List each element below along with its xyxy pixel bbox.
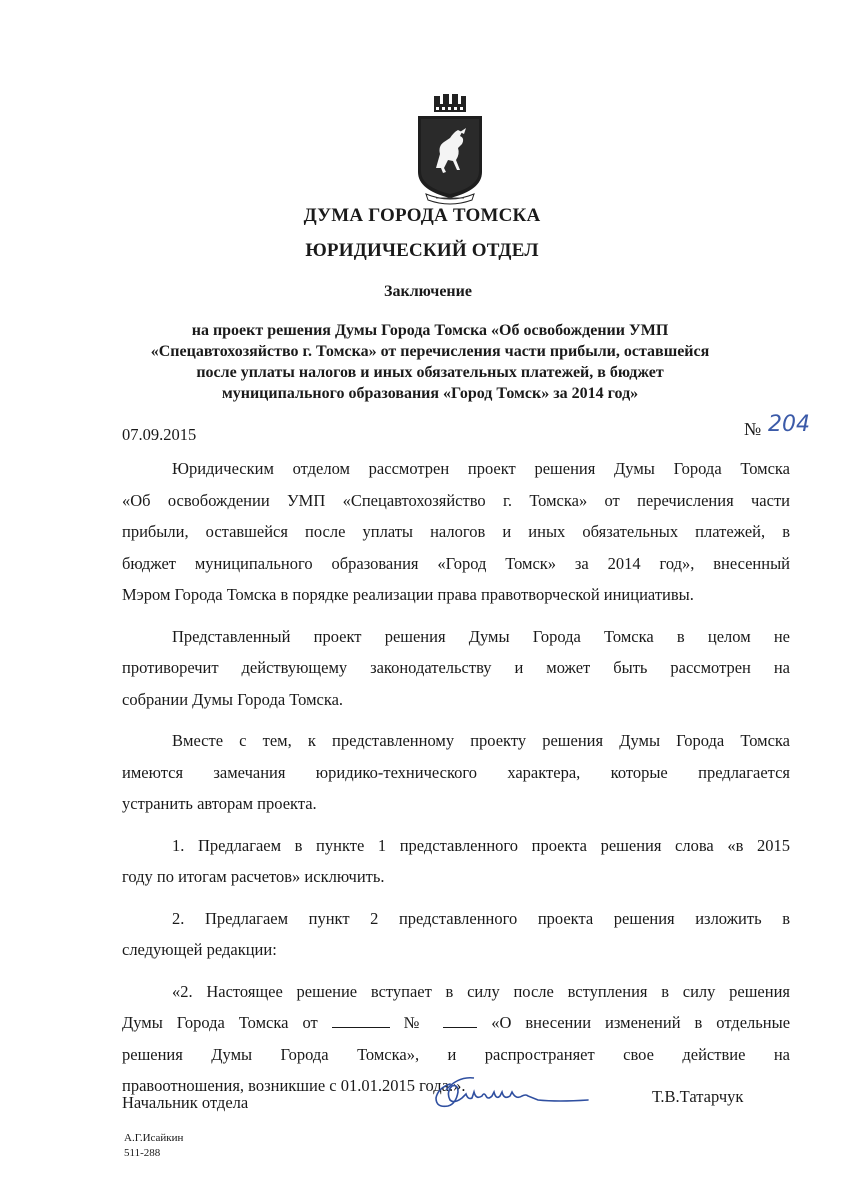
- paragraph-remarks: Вместе с тем, к представленному проекту решения Думы Города Томска имеются замечания юридико-технического характера, которые предлагается устранить авторам проекта.: [122, 731, 790, 813]
- paragraph-review: Юридическим отделом рассмотрен проект решения Думы Города Томска «Об освобождении УМП «Спецавтохозяйство г. Томска» от перечисления части прибыли, оставшейся после уплаты налогов и иных обязательных платежей, в бюджет муниципального образования «Город Томск» за 2014 год», внесенный Мэром Города Томска в порядке реализации права правотворческой инициативы.: [122, 459, 790, 604]
- blank-date-field: [332, 1027, 390, 1028]
- document-subject: [110, 320, 750, 404]
- document-body: [122, 453, 790, 1102]
- blank-number-field: [443, 1027, 477, 1028]
- paragraph-item-2: 2. Предлагаем пункт 2 представленного проекта решения изложить в следующей редакции:: [122, 908, 790, 959]
- tomsk-coat-of-arms-icon: [410, 94, 490, 206]
- paragraph-conclusion: Представленный проект решения Думы Города Томска в целом не противоречит действующему законодательству и может быть рассмотрен на собрании Думы Города Томска.: [122, 626, 790, 709]
- subject-line: муниципального образования «Город Томск» за 2014 год»: [221, 385, 639, 402]
- subject-line: «Спецавтохозяйство г. Томска» от перечисления части прибыли, оставшейся: [150, 343, 710, 360]
- paragraph-new-wording: «2. Настоящее решение вступает в силу после вступления в силу решения Думы Города Томска от № «О внесении изменений в отдельные решения Думы Города Томска», и распространяет свое действие на правоотношения, возникшие с 01.01.2015 года.».: [122, 981, 791, 1095]
- document-number-label: №: [744, 419, 762, 439]
- document-number-handwritten: 204: [768, 412, 810, 437]
- signer-name: Т.В.Татарчук: [652, 1087, 744, 1106]
- subject-line: на проект решения Думы Города Томска «Об освобождении УМП: [191, 322, 669, 339]
- handwritten-signature-icon: [428, 1070, 598, 1118]
- paragraph-item-1: 1. Предлагаем в пункте 1 представленного проекта решения слова «в 2015 году по итогам расчетов» исключить.: [122, 835, 790, 886]
- subject-line: после уплаты налогов и иных обязательных платежей, в бюджет: [196, 364, 664, 381]
- executor-info: [124, 1131, 183, 1161]
- organization-name: ДУМА ГОРОДА ТОМСКА: [303, 205, 541, 226]
- document-type: Заключение: [384, 283, 472, 300]
- executor-phone: 511-288: [124, 1147, 161, 1159]
- document-date: 07.09.2015: [122, 425, 197, 444]
- executor-name: А.Г.Исайкин: [124, 1132, 184, 1144]
- signer-position: Начальник отдела: [122, 1093, 249, 1112]
- department-name: ЮРИДИЧЕСКИЙ ОТДЕЛ: [305, 240, 539, 261]
